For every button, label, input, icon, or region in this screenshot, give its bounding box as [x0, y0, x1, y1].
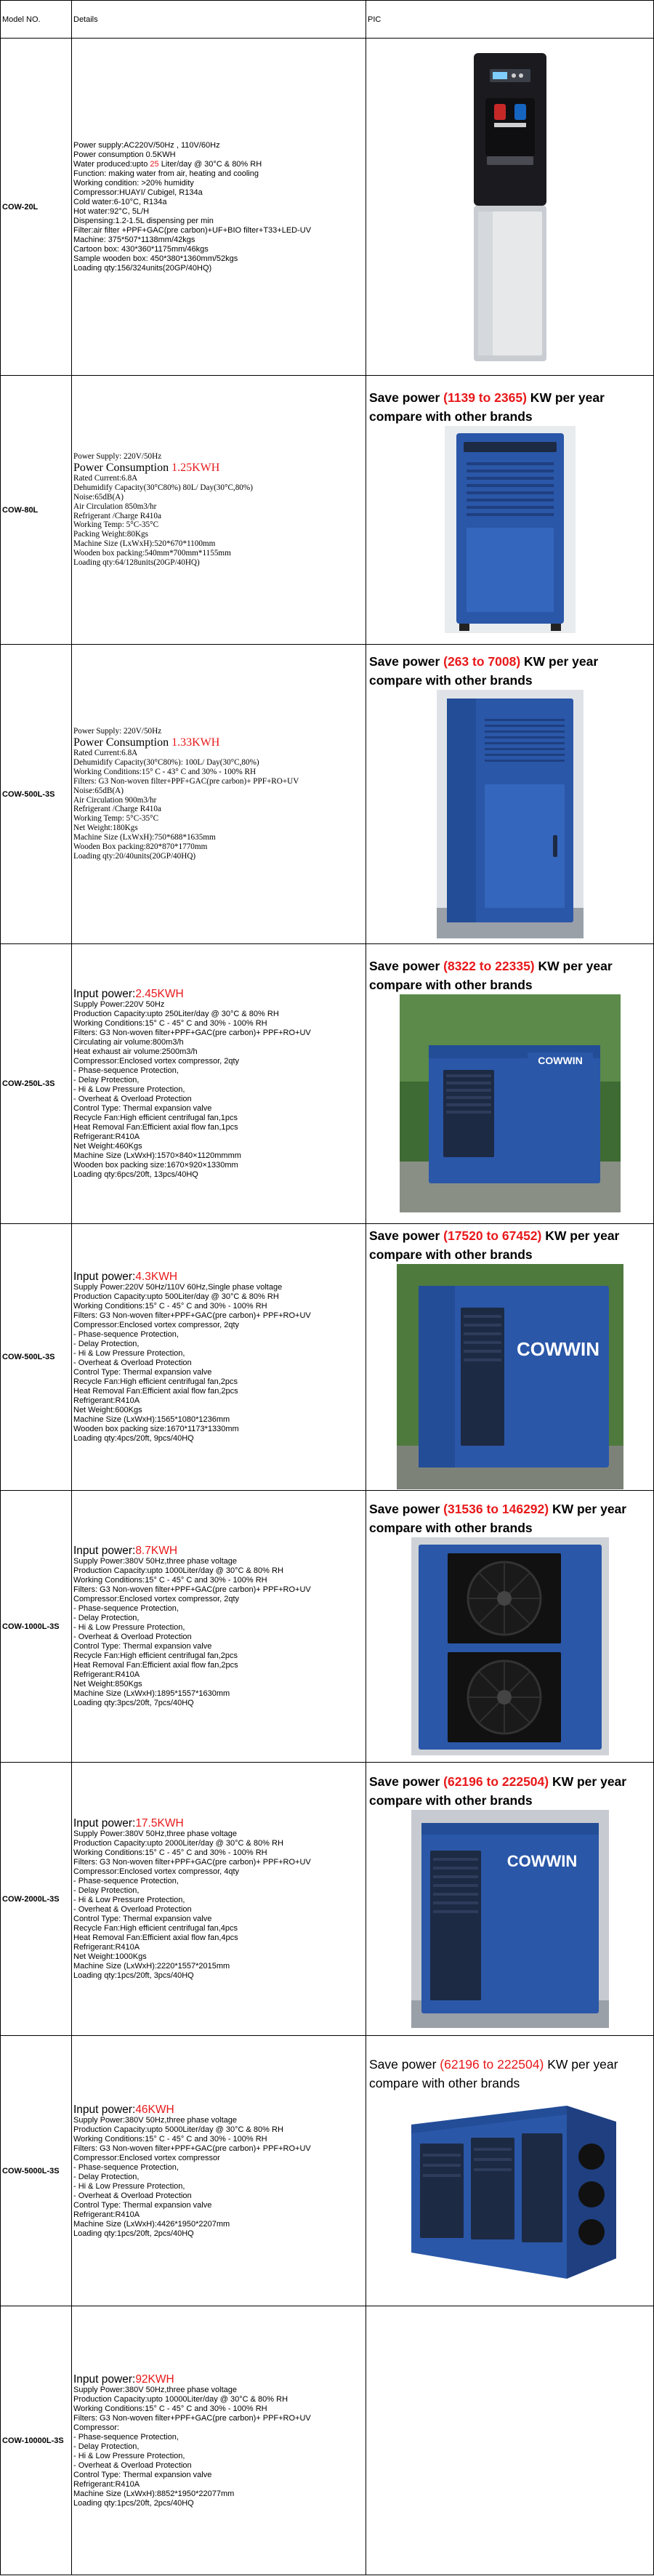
spec-line: Air Circulation 900m3/hr — [73, 795, 157, 805]
details-cell — [72, 376, 366, 645]
spec-line: Supply Power:380V 50Hz,three phase voltage — [73, 2385, 238, 2394]
spec-line: Heat Removal Fan:Efficient axial flow fan,2pcs — [73, 1661, 238, 1670]
highlight-value: 25 — [150, 159, 159, 169]
spec-line: Recycle Fan:High efficient centrifugal fan,2pcs — [73, 1377, 238, 1386]
picture-cell — [366, 944, 654, 1224]
model-cell: COW-1000L-3S — [1, 1491, 72, 1763]
spec-line: Working Conditions:15° C - 45° C and 30% - 100% RH — [73, 1848, 267, 1857]
generator-2000l-photo — [411, 1810, 609, 2028]
spec-line: Working condition: >20% humidity — [73, 178, 194, 188]
power-saving-note: Save power (62196 to 222504) KW per year compare with other brands — [369, 2056, 618, 2090]
brand-logo: COWWIN — [506, 1851, 577, 1870]
picture-cell — [366, 39, 654, 376]
spec-line: Loading qty:64/128units(20GP/40HQ) — [73, 558, 200, 568]
spec-line: Input power:8.7KWH — [73, 1545, 178, 1557]
spec-line: Power Consumption 1.33KWH — [73, 736, 220, 749]
spec-line: - Phase-sequence Protection, — [73, 2432, 179, 2442]
spec-line: Packing Weight:80Kgs — [73, 530, 148, 539]
spec-line: - Overheat & Overload Protection — [73, 1905, 192, 1914]
spec-line: Machine Size (LxWxH):2220*1557*2015mm — [73, 1962, 230, 1971]
spec-line: Compressor:HUAYI/ Cubigel, R134a — [73, 188, 203, 197]
generator-250l-outdoor-photo — [400, 994, 621, 1212]
spec-line: Machine Size (LxWxH):8852*1950*22077mm — [73, 2489, 235, 2498]
spec-line: Net Weight:1000Kgs — [73, 1952, 147, 1961]
spec-line: Working Conditions:15° C - 45° C and 30% - 100% RH — [73, 2134, 267, 2144]
model-cell: COW-500L-3S — [1, 1224, 72, 1491]
spec-line: Production Capacity:upto 10000Liter/day @ 30°C & 80% RH — [73, 2394, 288, 2404]
spec-line: Filters: G3 Non-woven filter+PPF+GAC(pre carbon)+ PPF+RO+UV — [73, 1029, 311, 1037]
spec-line: Refrigerant:R410A — [73, 1943, 140, 1952]
spec-line: Machine Size (LxWxH):520*670*1100mm — [73, 539, 216, 549]
spec-line: Rated Current:6.8A — [73, 749, 138, 758]
spec-line: Power consumption 0.5KWH — [73, 150, 176, 159]
picture-cell — [366, 1491, 654, 1763]
spec-line: Compressor:Enclosed vortex compressor, 4qty — [73, 1867, 240, 1876]
spec-line: Water produced:upto 25 Liter/day @ 30°C & 80% RH — [73, 159, 262, 169]
power-saving-note: Save power (1139 to 2365) KW per year compare with other brands — [369, 390, 605, 424]
spec-line: Loading qty:4pcs/20ft, 9pcs/40HQ — [73, 1434, 194, 1443]
brand-logo: COWWIN — [537, 1055, 583, 1066]
spec-line: Machine Size (LxWxH):750*688*1635mm — [73, 833, 216, 842]
spec-line: Power Supply: 220V/50Hz — [73, 727, 162, 736]
spec-line: - Delay Protection, — [73, 1886, 140, 1895]
generator-1000l-photo — [411, 1537, 609, 1755]
product-row — [1, 645, 654, 944]
details-cell — [72, 1763, 366, 2036]
spec-line: - Delay Protection, — [73, 2442, 140, 2451]
picture-cell — [366, 2036, 654, 2306]
spec-line: Loading qty:1pcs/20ft, 3pcs/40HQ — [73, 1971, 194, 1980]
spec-line: Refrigerant /Charge R410a — [73, 511, 161, 520]
spec-line: - Delay Protection, — [73, 1614, 140, 1622]
spec-line: Net Weight:180Kgs — [73, 824, 138, 833]
header-pic: PIC — [366, 1, 654, 39]
power-saving-note: Save power (31536 to 146292) KW per year compare with other brands — [369, 1501, 627, 1535]
spec-line: - Overheat & Overload Protection — [73, 1359, 192, 1367]
spec-line: Supply Power:380V 50Hz,three phase voltage — [73, 1830, 238, 1838]
header-details: Details — [72, 1, 366, 39]
spec-line: Wooden box packing size:1670*1173*1330mm — [73, 1425, 239, 1433]
spec-line: Wooden box packing:540mm*700mm*1155mm — [73, 549, 231, 558]
spec-line: Input power:4.3KWH — [73, 1271, 178, 1283]
spec-line: Filters: G3 Non-woven filter+PPF+GAC(pre carbon)+ PPF+RO+UV — [73, 1585, 311, 1594]
spec-line: Dehumidify Capacity(30°C80%) 80L/ Day(30°C,80%) — [73, 483, 253, 492]
spec-line: Machine Size (LxWxH):1895*1557*1630mm — [73, 1689, 230, 1698]
brand-logo: COWWIN — [516, 1338, 600, 1360]
spec-line: Filters: G3 Non-woven filter+PPF+GAC(pre carbon)+ PPF+RO+UV — [73, 1311, 311, 1320]
product-row — [1, 1224, 654, 1491]
spec-line: Loading qty:156/324units(20GP/40HQ) — [73, 263, 212, 273]
spec-line: Production Capacity:upto 500Liter/day @ 30°C & 80% RH — [73, 1292, 279, 1301]
spec-line: Input power:92KWH — [73, 2372, 174, 2386]
spec-line: Input power:2.45KWH — [73, 988, 184, 1000]
model-cell: COW-80L — [1, 376, 72, 645]
spec-line: Refrigerant:R410A — [73, 2479, 140, 2489]
details-cell — [72, 645, 366, 944]
highlight-value: 8.7KWH — [135, 1545, 178, 1557]
spec-line: Compressor: — [73, 2423, 119, 2432]
picture-cell — [366, 1224, 654, 1491]
product-row — [1, 376, 654, 645]
spec-line: Production Capacity:upto 1000Liter/day @ 30°C & 80% RH — [73, 1566, 283, 1575]
spec-line: Cartoon box: 430*360*1175mm/46kgs — [73, 244, 209, 254]
highlight-value: 2.45KWH — [135, 988, 184, 1000]
spec-line: Refrigerant /Charge R410a — [73, 805, 161, 814]
spec-line: Working Conditions:15° C - 43° C and 30% - 100% RH — [73, 767, 257, 776]
spec-line: - Delay Protection, — [73, 1340, 140, 1348]
spec-line: - Phase-sequence Protection, — [73, 1066, 179, 1075]
spec-line: Supply Power:380V 50Hz,three phase voltage — [73, 1557, 238, 1566]
product-row — [1, 2036, 654, 2306]
spec-line: Wooden box packing size:1670×920×1330mm — [73, 1161, 238, 1170]
picture-cell — [366, 376, 654, 645]
product-row — [1, 1763, 654, 2036]
highlight-value: 46KWH — [135, 2103, 174, 2116]
highlight-value: 4.3KWH — [135, 1271, 178, 1283]
spec-line: Power supply:AC220V/50Hz , 110V/60Hz — [73, 140, 220, 150]
spec-line: - Overheat & Overload Protection — [73, 1633, 192, 1641]
spec-line: - Hi & Low Pressure Protection, — [73, 1085, 185, 1094]
spec-line: Control Type: Thermal expansion valve — [73, 1368, 212, 1377]
spec-line: Compressor:Enclosed vortex compressor, 2qty — [73, 1321, 240, 1329]
dehumidifier-500l-cabinet-photo — [437, 690, 584, 938]
spec-line: - Hi & Low Pressure Protection, — [73, 1349, 185, 1358]
spec-line: - Phase-sequence Protection, — [73, 1604, 179, 1613]
spec-line: Working Conditions:15° C - 45° C and 30% - 100% RH — [73, 1019, 267, 1028]
spec-line: - Phase-sequence Protection, — [73, 1877, 179, 1885]
spec-line: - Hi & Low Pressure Protection, — [73, 1623, 185, 1632]
spec-line: Recycle Fan:High efficient centrifugal fan,4pcs — [73, 1924, 238, 1933]
spec-line: Heat Removal Fan:Efficient axial flow fan,4pcs — [73, 1933, 238, 1942]
spec-line: Filters: G3 Non-woven filter+PPF+GAC(pre carbon)+ PPF+RO+UV — [73, 1858, 311, 1867]
details-cell — [72, 1224, 366, 1491]
model-cell: COW-250L-3S — [1, 944, 72, 1224]
spec-line: Recycle Fan:High efficient centrifugal fan,2pcs — [73, 1651, 238, 1660]
spec-line: Production Capacity:upto 250Liter/day @ 30°C & 80% RH — [73, 1010, 279, 1018]
spec-line: - Delay Protection, — [73, 1076, 140, 1084]
model-cell: COW-2000L-3S — [1, 1763, 72, 2036]
spec-line: Sample wooden box: 450*380*1360mm/52kgs — [73, 254, 238, 263]
spec-line: Refrigerant:R410A — [73, 1132, 140, 1141]
water-dispenser-photo — [469, 47, 551, 367]
model-cell: COW-5000L-3S — [1, 2036, 72, 2306]
spec-line: Production Capacity:upto 5000Liter/day @ 30°C & 80% RH — [73, 2125, 283, 2134]
spec-line: Refrigerant:R410A — [73, 2210, 140, 2219]
spec-line: Machine Size (LxWxH):4426*1950*2207mm — [73, 2219, 230, 2229]
spec-line: Production Capacity:upto 2000Liter/day @ 30°C & 80% RH — [73, 1839, 283, 1848]
product-row — [1, 944, 654, 1224]
spec-line: Control Type: Thermal expansion valve — [73, 1915, 212, 1923]
spec-line: Dehumidify Capacity(30°C80%): 100L/ Day(30°C,80%) — [73, 757, 259, 767]
spec-line: Supply Power:220V 50Hz/110V 60Hz,Single phase voltage — [73, 1283, 283, 1292]
product-row — [1, 1491, 654, 1763]
spec-line: Machine: 375*507*1138mm/42kgs — [73, 235, 195, 244]
spec-line: - Overheat & Overload Protection — [73, 1095, 192, 1103]
generator-5000l-photo — [398, 2093, 622, 2289]
spec-line: Compressor:Enclosed vortex compressor — [73, 2153, 220, 2162]
spec-line: Working Conditions:15° C - 45° C and 30% - 100% RH — [73, 1576, 267, 1585]
details-cell — [72, 944, 366, 1224]
spec-line: Working Conditions:15° C - 45° C and 30% - 100% RH — [73, 1302, 267, 1311]
spec-line: Dispensing:1.2-1.5L dispensing per min — [73, 216, 214, 225]
spec-line: Rated Current:6.8A — [73, 473, 138, 483]
model-cell: COW-500L-3S — [1, 645, 72, 944]
spec-line: - Overheat & Overload Protection — [73, 2460, 192, 2470]
spec-line: Net Weight:460Kgs — [73, 1142, 142, 1151]
details-cell — [72, 39, 366, 376]
dehumidifier-80l-photo — [445, 426, 576, 633]
spec-line: Wooden Box packing:820*870*1770mm — [73, 842, 208, 852]
spec-line: Control Type: Thermal expansion valve — [73, 1642, 212, 1651]
spec-line: Input power:17.5KWH — [73, 1817, 184, 1830]
spec-line: Control Type: Thermal expansion valve — [73, 2470, 212, 2479]
spec-line: - Phase-sequence Protection, — [73, 2162, 179, 2172]
spec-line: Control Type: Thermal expansion valve — [73, 2200, 212, 2210]
details-cell — [72, 2036, 366, 2306]
highlight-value: 1.33KWH — [171, 736, 220, 749]
spec-line: Supply Power:380V 50Hz,three phase voltage — [73, 2115, 238, 2125]
spec-line: Input power:46KWH — [73, 2103, 174, 2116]
model-cell: COW-10000L-3S — [1, 2306, 72, 2575]
power-saving-note: Save power (8322 to 22335) KW per year compare with other brands — [369, 959, 613, 992]
header-row — [1, 1, 654, 39]
spec-line: Filters: G3 Non-woven filter+PPF+GAC(pre carbon)+ PPF+RO+UV — [73, 2413, 311, 2423]
spec-line: Loading qty:1pcs/20ft, 2pcs/40HQ — [73, 2498, 194, 2508]
highlight-value: 92KWH — [135, 2372, 174, 2386]
spec-line: Working Temp: 5°C-35°C — [73, 814, 159, 824]
spec-line: Refrigerant:R410A — [73, 1670, 140, 1679]
spec-line: Heat Removal Fan:Efficient axial flow fan,2pcs — [73, 1387, 238, 1396]
spec-line: - Overheat & Overload Protection — [73, 2191, 192, 2200]
details-cell — [72, 1491, 366, 1763]
power-saving-note: Save power (62196 to 222504) KW per year compare with other brands — [369, 1774, 627, 1808]
details-cell — [72, 2306, 366, 2575]
spec-line: Working Temp: 5°C-35°C — [73, 520, 159, 530]
spec-line: Compressor:Enclosed vortex compressor, 2qty — [73, 1595, 240, 1603]
spec-line: Circulating air volume:800m3/h — [73, 1038, 184, 1047]
spec-line: Control Type: Thermal expansion valve — [73, 1104, 212, 1113]
spec-line: Supply Power:220V 50Hz — [73, 1000, 165, 1009]
spec-line: Loading qty:1pcs/20ft, 2pcs/40HQ — [73, 2229, 194, 2238]
picture-cell — [366, 645, 654, 944]
spec-line: Air Circulation 850m3/hr — [73, 502, 157, 511]
spec-line: Compressor:Enclosed vortex compressor, 2qty — [73, 1057, 240, 1066]
spec-line: - Hi & Low Pressure Protection, — [73, 2181, 185, 2191]
spec-line: Loading qty:3pcs/20ft, 7pcs/40HQ — [73, 1699, 194, 1707]
spec-line: Noise:65dB(A) — [73, 786, 124, 795]
spec-line: - Hi & Low Pressure Protection, — [73, 1896, 185, 1904]
spec-line: - Delay Protection, — [73, 2172, 140, 2181]
spec-line: Loading qty:6pcs/20ft, 13pcs/40HQ — [73, 1170, 198, 1179]
spec-line: Net Weight:850Kgs — [73, 1680, 142, 1689]
spec-line: Machine Size (LxWxH):1565*1080*1236mm — [73, 1415, 230, 1424]
spec-line: Filters: G3 Non-woven filter+PPF+GAC(pre carbon)+ PPF+RO+UV — [73, 2144, 311, 2153]
spec-line: Recycle Fan:High efficient centrifugal fan,1pcs — [73, 1114, 238, 1122]
spec-line: Working Conditions:15° C - 45° C and 30% - 100% RH — [73, 2404, 267, 2413]
spec-line: Machine Size (LxWxH):1570×840×1120mmmm — [73, 1151, 241, 1160]
power-saving-note: Save power (17520 to 67452) KW per year compare with other brands — [369, 1228, 620, 1262]
spec-line: Refrigerant:R410A — [73, 1396, 140, 1405]
spec-line: Hot water:92°C, 5L/H — [73, 206, 150, 216]
spec-line: Power Supply: 220V/50Hz — [73, 452, 162, 462]
spec-line: Filter:air filter +PPF+GAC(pre carbon)+UF+BIO filter+T33+LED-UV — [73, 225, 312, 235]
model-cell: COW-20L — [1, 39, 72, 376]
spec-line: - Hi & Low Pressure Protection, — [73, 2451, 185, 2460]
picture-cell — [366, 1763, 654, 2036]
highlight-value: 1.25KWH — [171, 461, 220, 474]
spec-line: Loading qty:20/40units(20GP/40HQ) — [73, 851, 196, 861]
product-row — [1, 39, 654, 376]
power-saving-note: Save power (263 to 7008) KW per year compare with other brands — [369, 653, 599, 688]
spec-line: - Phase-sequence Protection, — [73, 1330, 179, 1339]
spec-line: Cold water:6-10°C, R134a — [73, 197, 167, 206]
highlight-value: 17.5KWH — [135, 1817, 184, 1830]
spec-line: Heat exhaust air volume:2500m3/h — [73, 1047, 198, 1056]
spec-line: Filters: G3 Non-woven filter+PPF+GAC(pre carbon)+ PPF+RO+UV — [73, 776, 299, 786]
picture-cell — [366, 2306, 654, 2575]
spec-line: Net Weight:600Kgs — [73, 1406, 142, 1414]
spec-line: Heat Removal Fan:Efficient axial flow fan,1pcs — [73, 1123, 238, 1132]
spec-line: Function: making water from air, heating and cooling — [73, 169, 259, 178]
generator-500l-photo — [397, 1264, 623, 1489]
spec-line: Power Consumption 1.25KWH — [73, 461, 220, 474]
header-model: Model NO. — [1, 1, 72, 39]
spec-line: Noise:65dB(A) — [73, 492, 124, 502]
product-row — [1, 2306, 654, 2575]
